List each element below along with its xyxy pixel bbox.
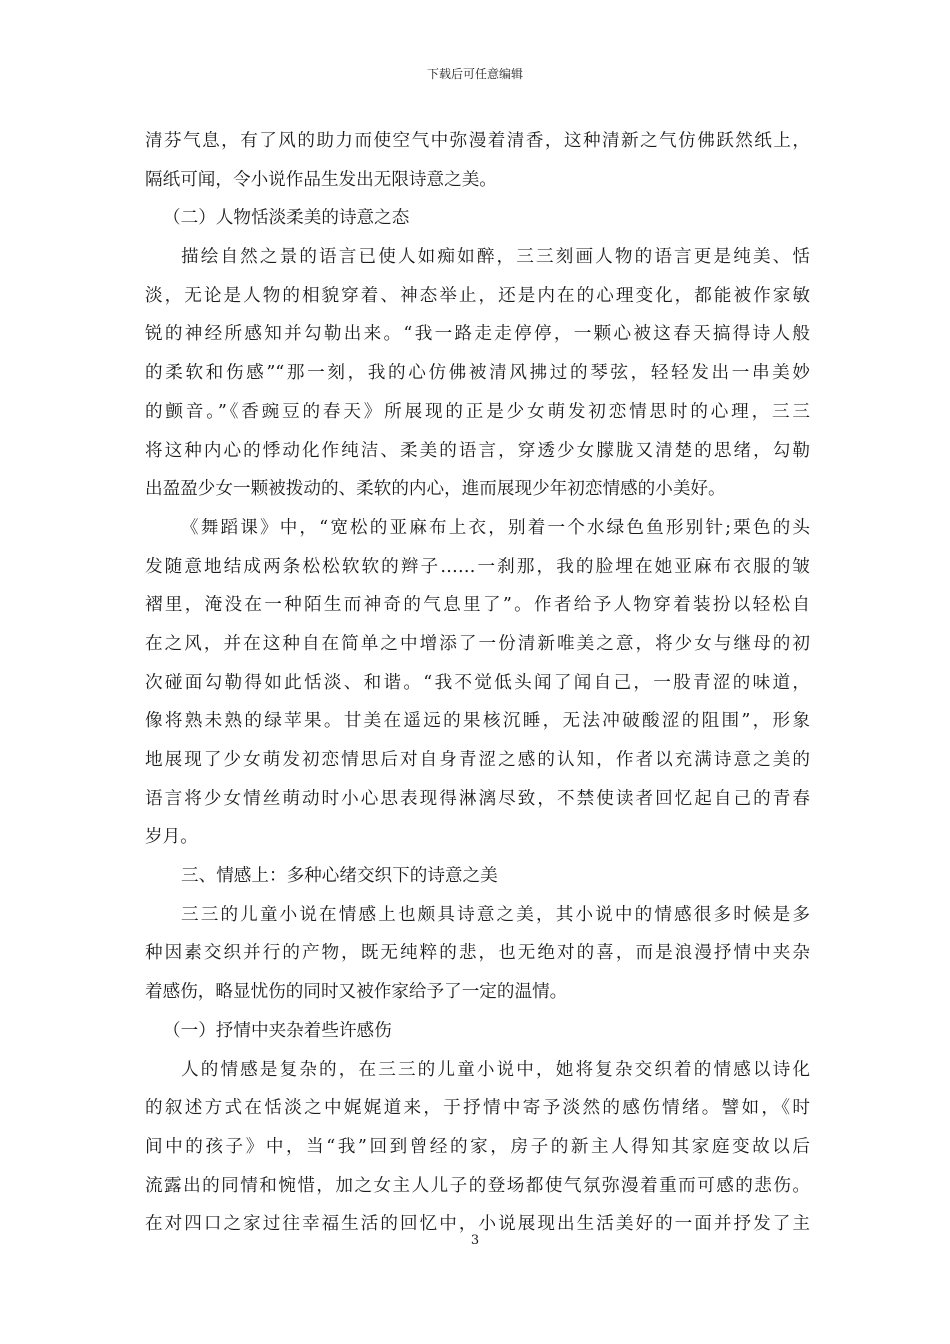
text-line: 像将熟未熟的绿苹果。甘美在遥远的果核沉睡，无法冲破酸涩的阻围”，形象 <box>145 711 810 732</box>
text-line: 语言将少女情丝萌动时小心思表现得淋漓尽致，不禁使读者回忆起自己的青春 <box>145 788 810 809</box>
text-line: 在对四口之家过往幸福生活的回忆中，小说展现出生活美好的一面并抒发了主 <box>145 1214 810 1235</box>
text-line: 着感伤，略显忧伤的同时又被作家给予了一定的温情。 <box>145 982 568 1003</box>
page-header: 下载后可任意编辑 <box>426 67 523 81</box>
text-line: 描绘自然之景的语言已使人如痴如醉，三三刻画人物的语言更是纯美、恬 <box>181 247 810 268</box>
text-line: 在之风，并在这种自在简单之中增添了一份清新唯美之意，将少女与继母的初 <box>145 633 810 654</box>
text-line: 淡，无论是人物的相貌穿着、神态举止，还是内在的心理变化，都能被作家敏 <box>145 285 810 306</box>
text-line: 岁月。 <box>145 827 198 848</box>
text-line: 间中的孩子》中，当“我”回到曾经的家，房子的新主人得知其家庭变故以后 <box>145 1136 810 1157</box>
text-line: 的颤音。”《香豌豆的春天》所展现的正是少女萌发初恋情思时的心理，三三 <box>145 401 810 422</box>
text-line: 的叙述方式在恬淡之中娓娓道来，于抒情中寄予淡然的感伤情绪。譬如，《时 <box>145 1098 810 1119</box>
text-line: 三三的儿童小说在情感上也颇具诗意之美，其小说中的情感很多时候是多 <box>181 904 810 925</box>
text-line: 《舞蹈课》中，“宽松的亚麻布上衣，别着一个水绿色鱼形别针;栗色的头 <box>181 517 810 538</box>
page-number: 3 <box>470 1233 480 1248</box>
text-line: 地展现了少女萌发初恋情思后对自身青涩之感的认知，作者以充满诗意之美的 <box>145 750 810 770</box>
text-line: 褶里，淹没在一种陌生而神奇的气息里了”。作者给予人物穿着装扮以轻松自 <box>145 595 810 616</box>
section-heading: 三、情感上：多种心绪交织下的诗意之美 <box>181 866 498 887</box>
section-heading: （二）人物恬淡柔美的诗意之态 <box>163 208 410 229</box>
text-line: 锐的神经所感知并勾勒出来。“我一路走走停停，一颗心被这春天搞得诗人般 <box>145 324 810 345</box>
text-line: 清芬气息，有了风的助力而使空气中弥漫着清香，这种清新之气仿佛跃然纸上， <box>145 131 810 151</box>
text-line: 出盈盈少女一颗被拨动的、柔软的内心，進而展现少年初恋情感的小美好。 <box>145 479 726 500</box>
text-line: 流露出的同情和惋惜，加之女主人儿子的登场都使气氛弥漫着重而可感的悲伤。 <box>145 1175 810 1196</box>
document-body <box>145 122 810 1244</box>
text-line: 发随意地结成两条松松软软的辫子……一刹那，我的脸埋在她亚麻布衣服的皱 <box>145 556 810 577</box>
section-heading: （一）抒情中夹杂着些许感伤 <box>163 1020 392 1041</box>
text-line: 将这种内心的悸动化作纯洁、柔美的语言，穿透少女朦胧又清楚的思绪，勾勒 <box>145 440 810 461</box>
text-line: 人的情感是复杂的，在三三的儿童小说中，她将复杂交织着的情感以诗化 <box>181 1059 810 1080</box>
text-line: 次碰面勾勒得如此恬淡、和谐。“我不觉低头闻了闻自己，一股青涩的味道， <box>145 672 810 693</box>
text-line: 隔纸可闻，令小说作品生发出无限诗意之美。 <box>145 169 497 190</box>
text-line: 种因素交织并行的产物，既无纯粹的悲，也无绝对的喜，而是浪漫抒情中夹杂 <box>145 943 810 964</box>
text-line: 的柔软和伤感”“那一刻，我的心仿佛被清风拂过的琴弦，轻轻发出一串美妙 <box>145 363 810 384</box>
